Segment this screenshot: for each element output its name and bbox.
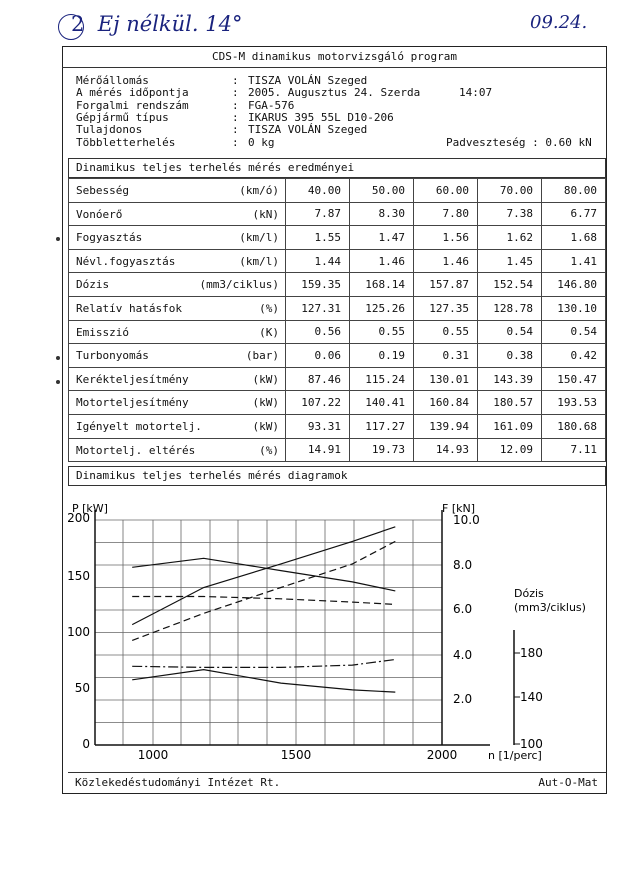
row-unit: (%)	[259, 301, 279, 315]
info-value: TISZA VOLÁN Szeged	[248, 123, 368, 136]
info-value: FGA-576	[248, 99, 295, 112]
value-cell: 0.06	[286, 344, 350, 368]
margin-dot	[56, 356, 60, 360]
value-cell: 80.00	[542, 179, 606, 203]
row-unit: (kW)	[252, 419, 279, 433]
value-cell: 1.55	[286, 226, 350, 250]
value-cell: 150.47	[542, 367, 606, 391]
section-results-title: Dinamikus teljes terhelés mérés eredményei	[68, 158, 606, 178]
value-cell: 160.84	[414, 391, 478, 415]
dose-axis-unit: (mm3/ciklus)	[514, 601, 586, 614]
info-value: IKARUS 395 55L D10-206	[248, 111, 394, 124]
value-cell: 0.55	[350, 320, 414, 344]
x-axis-tick: 1500	[280, 748, 312, 762]
info-value: TISZA VOLÁN Szeged	[248, 74, 368, 87]
row-label-cell	[69, 414, 286, 438]
info-colon: :	[232, 74, 239, 87]
right-axis-tick: 4.0	[453, 648, 473, 662]
value-cell: 1.41	[542, 249, 606, 273]
info-colon: :	[232, 111, 239, 124]
info-label: A mérés időpontja	[76, 86, 189, 99]
right-axis-tick: 2.0	[453, 692, 473, 706]
left-axis-tick: 150	[67, 569, 90, 583]
row-label-cell	[69, 202, 286, 226]
page-title: CDS-M dinamikus motorvizsgáló program	[62, 46, 607, 68]
margin-dot	[56, 380, 60, 384]
info-value: 2005. Augusztus 24. Szerda	[248, 86, 421, 99]
value-cell: 152.54	[478, 273, 542, 297]
value-cell: 0.55	[414, 320, 478, 344]
row-label-cell	[69, 179, 286, 203]
handwritten-note-right: 09.24.	[530, 12, 588, 33]
row-name: Relatív hatásfok	[76, 301, 182, 315]
left-axis-tick: 50	[74, 681, 90, 695]
value-cell: 19.73	[350, 438, 414, 462]
info-label: Forgalmi rendszám	[76, 99, 189, 112]
value-cell: 180.68	[542, 414, 606, 438]
info-value: 0 kg	[248, 136, 275, 149]
value-cell: 127.35	[414, 296, 478, 320]
value-cell: 7.87	[286, 202, 350, 226]
left-axis-tick: 100	[67, 625, 90, 639]
value-cell: 127.31	[286, 296, 350, 320]
value-cell: 0.31	[414, 344, 478, 368]
table-row	[69, 414, 606, 438]
row-name: Igényelt motortelj.	[76, 419, 202, 433]
x-axis-tick: 2000	[426, 748, 458, 762]
right-axis-tick: 6.0	[453, 602, 473, 616]
row-unit: (km/l)	[239, 231, 279, 245]
left-axis-tick: 0	[82, 737, 90, 751]
value-cell: 1.68	[542, 226, 606, 250]
value-cell: 128.78	[478, 296, 542, 320]
row-name: Dózis	[76, 278, 110, 292]
value-cell: 40.00	[286, 179, 350, 203]
handwritten-note-left: 2 Ej nélkül. 14°	[71, 12, 243, 36]
value-cell: 8.30	[350, 202, 414, 226]
footer	[68, 772, 606, 793]
row-name: Turbonyomás	[76, 349, 149, 363]
row-name: Vonóerő	[76, 207, 123, 221]
value-cell: 139.94	[414, 414, 478, 438]
row-name: Kerékteljesítmény	[76, 372, 189, 386]
value-cell: 107.22	[286, 391, 350, 415]
row-unit: (km/ó)	[239, 184, 279, 197]
value-cell: 0.56	[286, 320, 350, 344]
value-cell: 93.31	[286, 414, 350, 438]
row-unit: (K)	[259, 325, 279, 339]
table-row	[69, 296, 606, 320]
value-cell: 87.46	[286, 367, 350, 391]
row-label-cell	[69, 296, 286, 320]
right-axis-tick: 10.0	[453, 513, 480, 527]
value-cell: 180.57	[478, 391, 542, 415]
row-label-cell	[69, 249, 286, 273]
table-row	[69, 202, 606, 226]
table-row	[69, 438, 606, 462]
value-cell: 1.56	[414, 226, 478, 250]
row-label-cell	[69, 367, 286, 391]
info-label: Mérőállomás	[76, 74, 149, 87]
info-label: Gépjármű típus	[76, 111, 169, 124]
row-name: Motortelj. eltérés	[76, 443, 196, 457]
x-axis-label: n [1/perc]	[488, 749, 542, 762]
dose-axis-tick: 140	[520, 690, 543, 704]
row-name: Fogyasztás	[76, 231, 143, 245]
margin-dot	[56, 237, 60, 241]
results-table	[68, 178, 606, 462]
dose-axis-tick: 100	[520, 737, 543, 751]
footer-left: Közlekedéstudományi Intézet Rt.	[75, 776, 281, 789]
info-colon: :	[232, 123, 239, 136]
footer-right: Aut-O-Mat	[538, 776, 598, 789]
value-cell: 1.62	[478, 226, 542, 250]
value-cell: 117.27	[350, 414, 414, 438]
value-cell: 1.45	[478, 249, 542, 273]
info-label: Többletterhelés	[76, 136, 176, 149]
info-colon: :	[232, 86, 239, 99]
x-axis-tick: 1000	[137, 748, 169, 762]
row-label-cell	[69, 344, 286, 368]
left-axis-tick: 200	[67, 511, 90, 525]
row-label-cell	[69, 391, 286, 415]
value-cell: 161.09	[478, 414, 542, 438]
value-cell: 125.26	[350, 296, 414, 320]
row-unit: (bar)	[245, 349, 279, 363]
value-cell: 143.39	[478, 367, 542, 391]
row-unit: (km/l)	[239, 254, 279, 268]
info-colon: :	[232, 136, 239, 149]
value-cell: 1.47	[350, 226, 414, 250]
value-cell: 7.80	[414, 202, 478, 226]
row-unit: (kW)	[252, 372, 279, 386]
value-cell: 50.00	[350, 179, 414, 203]
table-row	[69, 226, 606, 250]
value-cell: 146.80	[542, 273, 606, 297]
value-cell: 168.14	[350, 273, 414, 297]
row-unit: (kW)	[252, 396, 279, 410]
row-label-cell	[69, 273, 286, 297]
value-cell: 7.38	[478, 202, 542, 226]
row-label-cell	[69, 226, 286, 250]
value-cell: 60.00	[414, 179, 478, 203]
value-cell: 0.42	[542, 344, 606, 368]
left-axis-label: P [kW]	[72, 502, 108, 515]
value-cell: 70.00	[478, 179, 542, 203]
row-unit: (%)	[259, 443, 279, 457]
value-cell: 130.01	[414, 367, 478, 391]
value-cell: 115.24	[350, 367, 414, 391]
table-row	[69, 344, 606, 368]
row-label-cell	[69, 320, 286, 344]
value-cell: 130.10	[542, 296, 606, 320]
value-cell: 0.54	[478, 320, 542, 344]
row-name: Emisszió	[76, 325, 129, 339]
table-row	[69, 391, 606, 415]
value-cell: 1.46	[414, 249, 478, 273]
value-cell: 0.54	[542, 320, 606, 344]
info-extra: Padveszteség : 0.60 kN	[446, 136, 592, 149]
value-cell: 159.35	[286, 273, 350, 297]
value-cell: 1.44	[286, 249, 350, 273]
row-name: Sebesség	[76, 184, 129, 197]
right-axis-tick: 8.0	[453, 558, 473, 572]
table-row	[69, 273, 606, 297]
dose-axis-label: Dózis	[514, 587, 544, 600]
right-axis-label: F [kN]	[442, 502, 476, 515]
row-unit: (kN)	[252, 207, 279, 221]
table-row	[69, 320, 606, 344]
value-cell: 14.93	[414, 438, 478, 462]
value-cell: 14.91	[286, 438, 350, 462]
value-cell: 157.87	[414, 273, 478, 297]
info-extra: 14:07	[459, 86, 493, 99]
info-label: Tulajdonos	[76, 123, 143, 136]
dose-axis-tick: 180	[520, 646, 543, 660]
row-name: Névl.fogyasztás	[76, 254, 176, 268]
value-cell: 12.09	[478, 438, 542, 462]
section-diagram-title: Dinamikus teljes terhelés mérés diagramok	[68, 466, 606, 486]
value-cell: 0.19	[350, 344, 414, 368]
table-row	[69, 367, 606, 391]
info-colon: :	[232, 99, 239, 112]
table-row	[69, 249, 606, 273]
row-label-cell	[69, 438, 286, 462]
value-cell: 193.53	[542, 391, 606, 415]
value-cell: 6.77	[542, 202, 606, 226]
value-cell: 1.46	[350, 249, 414, 273]
value-cell: 7.11	[542, 438, 606, 462]
value-cell: 140.41	[350, 391, 414, 415]
row-name: Motorteljesítmény	[76, 396, 189, 410]
row-unit: (mm3/ciklus)	[199, 278, 279, 292]
table-header-row	[69, 179, 606, 203]
value-cell: 0.38	[478, 344, 542, 368]
